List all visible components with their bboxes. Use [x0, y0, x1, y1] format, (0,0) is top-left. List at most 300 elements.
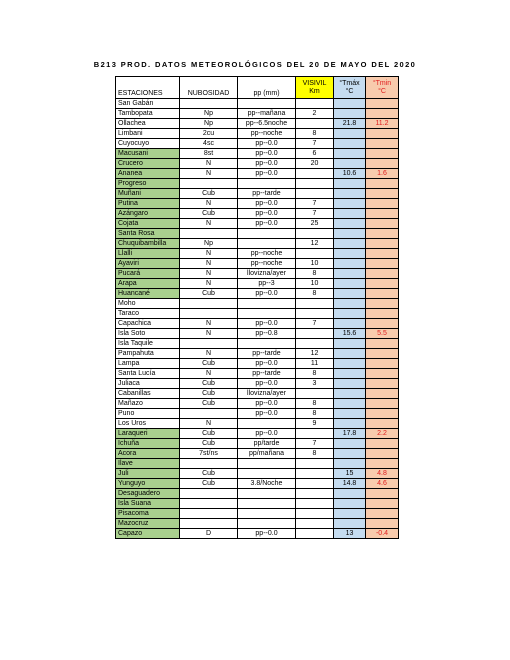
tmin-cell: [366, 129, 399, 139]
tmin-cell: [366, 199, 399, 209]
nubosidad-cell: Cub: [180, 359, 238, 369]
pp-cell: [238, 179, 296, 189]
station-name-cell: Ilave: [116, 459, 180, 469]
tmax-cell: [334, 409, 366, 419]
table-row: [116, 489, 399, 499]
station-name-cell: Yunguyo: [116, 479, 180, 489]
pp-cell: pp--noche: [238, 259, 296, 269]
tmin-cell: [366, 299, 399, 309]
tmin-cell: [366, 389, 399, 399]
table-row: [116, 329, 399, 339]
nubosidad-cell: [180, 299, 238, 309]
visivil-cell: 7: [296, 139, 334, 149]
visivil-cell: [296, 519, 334, 529]
visivil-cell: [296, 309, 334, 319]
pp-cell: pp--0.0: [238, 159, 296, 169]
tmax-cell: 21.8: [334, 119, 366, 129]
tmin-cell: [366, 159, 399, 169]
tmin-cell: [366, 189, 399, 199]
visivil-cell: 7: [296, 439, 334, 449]
tmax-cell: [334, 289, 366, 299]
nubosidad-cell: N: [180, 259, 238, 269]
nubosidad-cell: Cub: [180, 439, 238, 449]
nubosidad-cell: [180, 229, 238, 239]
tmin-cell: [366, 99, 399, 109]
nubosidad-cell: [180, 309, 238, 319]
station-name-cell: Pampahuta: [116, 349, 180, 359]
tmin-cell: [366, 289, 399, 299]
tmin-cell: [366, 359, 399, 369]
pp-cell: [238, 489, 296, 499]
station-name-cell: Isla Taquile: [116, 339, 180, 349]
table-row: [116, 209, 399, 219]
station-name-cell: Putina: [116, 199, 180, 209]
header-tmax: [334, 77, 366, 99]
table-row: [116, 239, 399, 249]
table-row: [116, 369, 399, 379]
tmax-cell: 13: [334, 529, 366, 539]
tmax-cell: 14.8: [334, 479, 366, 489]
visivil-cell: [296, 489, 334, 499]
pp-cell: [238, 499, 296, 509]
tmax-cell: [334, 499, 366, 509]
pp-cell: pp--0.0: [238, 169, 296, 179]
pp-cell: llovizna/ayer: [238, 269, 296, 279]
station-name-cell: Tambopata: [116, 109, 180, 119]
station-name-cell: Progreso: [116, 179, 180, 189]
tmin-cell: [366, 449, 399, 459]
pp-cell: [238, 239, 296, 249]
station-name-cell: Los Uros: [116, 419, 180, 429]
nubosidad-cell: 4sc: [180, 139, 238, 149]
station-name-cell: Mañazo: [116, 399, 180, 409]
tmax-cell: [334, 149, 366, 159]
station-name-cell: Pucará: [116, 269, 180, 279]
station-name-cell: Ichuña: [116, 439, 180, 449]
visivil-cell: 8: [296, 409, 334, 419]
pp-cell: [238, 459, 296, 469]
nubosidad-cell: N: [180, 319, 238, 329]
tmax-cell: [334, 239, 366, 249]
nubosidad-cell: N: [180, 219, 238, 229]
station-name-cell: Juli: [116, 469, 180, 479]
meteorological-data-table: [115, 76, 399, 539]
pp-cell: pp--0.0: [238, 399, 296, 409]
visivil-cell: 7: [296, 319, 334, 329]
nubosidad-cell: N: [180, 349, 238, 359]
pp-cell: [238, 339, 296, 349]
table-row: [116, 189, 399, 199]
visivil-cell: [296, 339, 334, 349]
visivil-cell: [296, 389, 334, 399]
pp-cell: [238, 519, 296, 529]
visivil-cell: [296, 509, 334, 519]
pp-cell: 3.8/Noche: [238, 479, 296, 489]
table-row: [116, 199, 399, 209]
pp-cell: pp--0.0: [238, 429, 296, 439]
pp-cell: [238, 99, 296, 109]
tmin-cell: [366, 339, 399, 349]
tmax-cell: [334, 379, 366, 389]
nubosidad-cell: 2cu: [180, 129, 238, 139]
tmax-cell: [334, 349, 366, 359]
tmin-cell: [366, 249, 399, 259]
station-name-cell: Ollachea: [116, 119, 180, 129]
visivil-cell: [296, 329, 334, 339]
tmin-cell: 1.6: [366, 169, 399, 179]
visivil-cell: 10: [296, 259, 334, 269]
nubosidad-cell: Cub: [180, 379, 238, 389]
tmax-cell: [334, 399, 366, 409]
tmin-cell: 4.8: [366, 469, 399, 479]
tmin-cell: [366, 499, 399, 509]
table-row: [116, 459, 399, 469]
table-row: [116, 219, 399, 229]
nubosidad-cell: Cub: [180, 469, 238, 479]
station-name-cell: Cojata: [116, 219, 180, 229]
tmin-cell: [366, 409, 399, 419]
pp-cell: pp--6.5noche: [238, 119, 296, 129]
table-row: [116, 269, 399, 279]
tmax-cell: [334, 129, 366, 139]
pp-cell: pp--0.0: [238, 359, 296, 369]
visivil-cell: 20: [296, 159, 334, 169]
visivil-cell: 12: [296, 349, 334, 359]
visivil-cell: 8: [296, 369, 334, 379]
station-name-cell: Taraco: [116, 309, 180, 319]
header-tmin-line2: °C: [378, 87, 386, 95]
visivil-cell: 8: [296, 269, 334, 279]
table-row: [116, 99, 399, 109]
station-name-cell: Laraqueri: [116, 429, 180, 439]
header-visivil-line2: Km: [309, 87, 320, 95]
nubosidad-cell: [180, 509, 238, 519]
nubosidad-cell: N: [180, 369, 238, 379]
table-row: [116, 419, 399, 429]
visivil-cell: [296, 169, 334, 179]
table-row: [116, 129, 399, 139]
tmin-cell: [366, 369, 399, 379]
nubosidad-cell: Cub: [180, 189, 238, 199]
tmax-cell: [334, 459, 366, 469]
header-visivil: [296, 77, 334, 99]
table-row: [116, 279, 399, 289]
tmin-cell: -0.4: [366, 529, 399, 539]
tmin-cell: [366, 109, 399, 119]
visivil-cell: [296, 249, 334, 259]
pp-cell: pp--0.0: [238, 529, 296, 539]
nubosidad-cell: N: [180, 419, 238, 429]
tmin-cell: [366, 229, 399, 239]
pp-cell: pp--0.0: [238, 379, 296, 389]
visivil-cell: [296, 529, 334, 539]
nubosidad-cell: Cub: [180, 399, 238, 409]
tmin-cell: [366, 149, 399, 159]
visivil-cell: [296, 459, 334, 469]
tmin-cell: [366, 219, 399, 229]
table-row: [116, 149, 399, 159]
tmax-cell: [334, 319, 366, 329]
table-row: [116, 289, 399, 299]
table-row: [116, 519, 399, 529]
tmax-cell: [334, 309, 366, 319]
pp-cell: [238, 419, 296, 429]
nubosidad-cell: N: [180, 269, 238, 279]
visivil-cell: 8: [296, 129, 334, 139]
pp-cell: [238, 309, 296, 319]
visivil-cell: [296, 119, 334, 129]
nubosidad-cell: Np: [180, 119, 238, 129]
station-name-cell: Juliaca: [116, 379, 180, 389]
tmin-cell: [366, 279, 399, 289]
table-row: [116, 299, 399, 309]
header-tmin-line1: °Tmin: [372, 79, 392, 87]
tmin-cell: [366, 509, 399, 519]
tmin-cell: [366, 459, 399, 469]
tmax-cell: [334, 139, 366, 149]
pp-cell: llovizna/ayer: [238, 389, 296, 399]
tmax-cell: [334, 299, 366, 309]
nubosidad-cell: N: [180, 159, 238, 169]
pp-cell: pp--noche: [238, 249, 296, 259]
tmax-cell: 15: [334, 469, 366, 479]
table-row: [116, 429, 399, 439]
pp-cell: pp--0.0: [238, 409, 296, 419]
tmin-cell: [366, 399, 399, 409]
pp-cell: pp--0.0: [238, 319, 296, 329]
pp-cell: pp--0.0: [238, 219, 296, 229]
visivil-cell: 10: [296, 279, 334, 289]
table-row: [116, 259, 399, 269]
nubosidad-cell: [180, 519, 238, 529]
table-row: [116, 469, 399, 479]
tmin-cell: [366, 259, 399, 269]
tmax-cell: [334, 359, 366, 369]
tmax-cell: [334, 259, 366, 269]
station-name-cell: Ayaviri: [116, 259, 180, 269]
tmax-cell: [334, 439, 366, 449]
pp-cell: [238, 509, 296, 519]
tmax-cell: [334, 449, 366, 459]
nubosidad-cell: N: [180, 249, 238, 259]
tmax-cell: [334, 339, 366, 349]
nubosidad-cell: N: [180, 199, 238, 209]
pp-cell: pp--0.0: [238, 289, 296, 299]
tmin-cell: [366, 419, 399, 429]
visivil-cell: [296, 499, 334, 509]
document-title: B213 PROD. DATOS METEOROLÓGICOS DEL 20 DE MAYO DEL 2020: [93, 60, 417, 69]
pp-cell: pp--0.8: [238, 329, 296, 339]
table-row: [116, 349, 399, 359]
station-name-cell: Isla Suana: [116, 499, 180, 509]
pp-cell: pp--0.0: [238, 149, 296, 159]
nubosidad-cell: [180, 499, 238, 509]
pp-cell: [238, 229, 296, 239]
nubosidad-cell: 8st: [180, 149, 238, 159]
station-name-cell: Cuyocuyo: [116, 139, 180, 149]
pp-cell: pp--0.0: [238, 199, 296, 209]
visivil-cell: 7: [296, 199, 334, 209]
visivil-cell: [296, 429, 334, 439]
visivil-cell: [296, 299, 334, 309]
tmax-cell: [334, 99, 366, 109]
tmin-cell: [366, 519, 399, 529]
nubosidad-cell: Np: [180, 109, 238, 119]
tmax-cell: 10.6: [334, 169, 366, 179]
tmax-cell: [334, 189, 366, 199]
tmin-cell: 2.2: [366, 429, 399, 439]
table-row: [116, 249, 399, 259]
station-name-cell: Moho: [116, 299, 180, 309]
tmax-cell: [334, 509, 366, 519]
header-pp: pp (mm): [238, 77, 296, 99]
table-row: [116, 359, 399, 369]
tmin-cell: [366, 309, 399, 319]
header-estaciones: ESTACIONES: [116, 77, 180, 99]
visivil-cell: [296, 189, 334, 199]
pp-cell: pp--mañana: [238, 109, 296, 119]
table-row: [116, 509, 399, 519]
station-name-cell: Muñani: [116, 189, 180, 199]
tmin-cell: [366, 269, 399, 279]
station-name-cell: Acora: [116, 449, 180, 459]
table-row: [116, 229, 399, 239]
nubosidad-cell: Np: [180, 239, 238, 249]
station-name-cell: Capazo: [116, 529, 180, 539]
visivil-cell: 11: [296, 359, 334, 369]
table-row: [116, 139, 399, 149]
visivil-cell: [296, 99, 334, 109]
nubosidad-cell: [180, 339, 238, 349]
nubosidad-cell: D: [180, 529, 238, 539]
table-row: [116, 529, 399, 539]
tmin-cell: 5.5: [366, 329, 399, 339]
visivil-cell: [296, 469, 334, 479]
table-row: [116, 169, 399, 179]
tmax-cell: [334, 389, 366, 399]
station-name-cell: Ananea: [116, 169, 180, 179]
table-row: [116, 499, 399, 509]
station-name-cell: Mazocruz: [116, 519, 180, 529]
pp-cell: pp/tarde: [238, 439, 296, 449]
pp-cell: [238, 299, 296, 309]
visivil-cell: [296, 479, 334, 489]
station-name-cell: Santa Lucía: [116, 369, 180, 379]
station-name-cell: Crucero: [116, 159, 180, 169]
tmax-cell: 15.6: [334, 329, 366, 339]
tmax-cell: [334, 519, 366, 529]
nubosidad-cell: N: [180, 279, 238, 289]
tmax-cell: [334, 269, 366, 279]
table-row: [116, 119, 399, 129]
tmin-cell: [366, 209, 399, 219]
nubosidad-cell: Cub: [180, 479, 238, 489]
table-row: [116, 179, 399, 189]
nubosidad-cell: [180, 489, 238, 499]
visivil-cell: 8: [296, 399, 334, 409]
visivil-cell: 6: [296, 149, 334, 159]
station-name-cell: Desaguadero: [116, 489, 180, 499]
pp-cell: pp--tarde: [238, 189, 296, 199]
pp-cell: pp--3: [238, 279, 296, 289]
table-row: [116, 339, 399, 349]
pp-cell: [238, 469, 296, 479]
tmin-cell: [366, 349, 399, 359]
visivil-cell: 7: [296, 209, 334, 219]
nubosidad-cell: [180, 459, 238, 469]
tmax-cell: [334, 179, 366, 189]
tmax-cell: 17.8: [334, 429, 366, 439]
tmin-cell: [366, 139, 399, 149]
station-name-cell: Llalli: [116, 249, 180, 259]
tmax-cell: [334, 219, 366, 229]
pp-cell: pp/mañana: [238, 449, 296, 459]
nubosidad-cell: 7st/ns: [180, 449, 238, 459]
nubosidad-cell: N: [180, 329, 238, 339]
tmax-cell: [334, 419, 366, 429]
tmin-cell: 11.2: [366, 119, 399, 129]
tmax-cell: [334, 109, 366, 119]
header-nubosidad: NUBOSIDAD: [180, 77, 238, 99]
station-name-cell: Huancané: [116, 289, 180, 299]
header-row: [116, 77, 399, 99]
pp-cell: pp--0.0: [238, 209, 296, 219]
station-name-cell: Arapa: [116, 279, 180, 289]
pp-cell: pp--0.0: [238, 139, 296, 149]
table-body: [116, 99, 399, 539]
tmin-cell: [366, 239, 399, 249]
tmin-cell: [366, 439, 399, 449]
visivil-cell: [296, 179, 334, 189]
station-name-cell: Macusani: [116, 149, 180, 159]
station-name-cell: Pisacoma: [116, 509, 180, 519]
station-name-cell: San Gabán: [116, 99, 180, 109]
tmin-cell: [366, 489, 399, 499]
visivil-cell: 12: [296, 239, 334, 249]
tmin-cell: [366, 379, 399, 389]
station-name-cell: Limbani: [116, 129, 180, 139]
visivil-cell: 2: [296, 109, 334, 119]
tmin-cell: 4.6: [366, 479, 399, 489]
table-row: [116, 319, 399, 329]
visivil-cell: 25: [296, 219, 334, 229]
tmax-cell: [334, 489, 366, 499]
table-row: [116, 309, 399, 319]
tmin-cell: [366, 319, 399, 329]
visivil-cell: 8: [296, 449, 334, 459]
tmax-cell: [334, 199, 366, 209]
visivil-cell: 3: [296, 379, 334, 389]
table-row: [116, 389, 399, 399]
tmax-cell: [334, 279, 366, 289]
visivil-cell: 9: [296, 419, 334, 429]
visivil-cell: 8: [296, 289, 334, 299]
tmax-cell: [334, 209, 366, 219]
table-row: [116, 479, 399, 489]
table-row: [116, 399, 399, 409]
table-row: [116, 159, 399, 169]
pp-cell: pp--noche: [238, 129, 296, 139]
station-name-cell: Chuquibambilla: [116, 239, 180, 249]
nubosidad-cell: [180, 409, 238, 419]
tmax-cell: [334, 159, 366, 169]
nubosidad-cell: Cub: [180, 429, 238, 439]
table-row: [116, 439, 399, 449]
visivil-cell: [296, 229, 334, 239]
table-row: [116, 449, 399, 459]
station-name-cell: Capachica: [116, 319, 180, 329]
station-name-cell: Santa Rosa: [116, 229, 180, 239]
